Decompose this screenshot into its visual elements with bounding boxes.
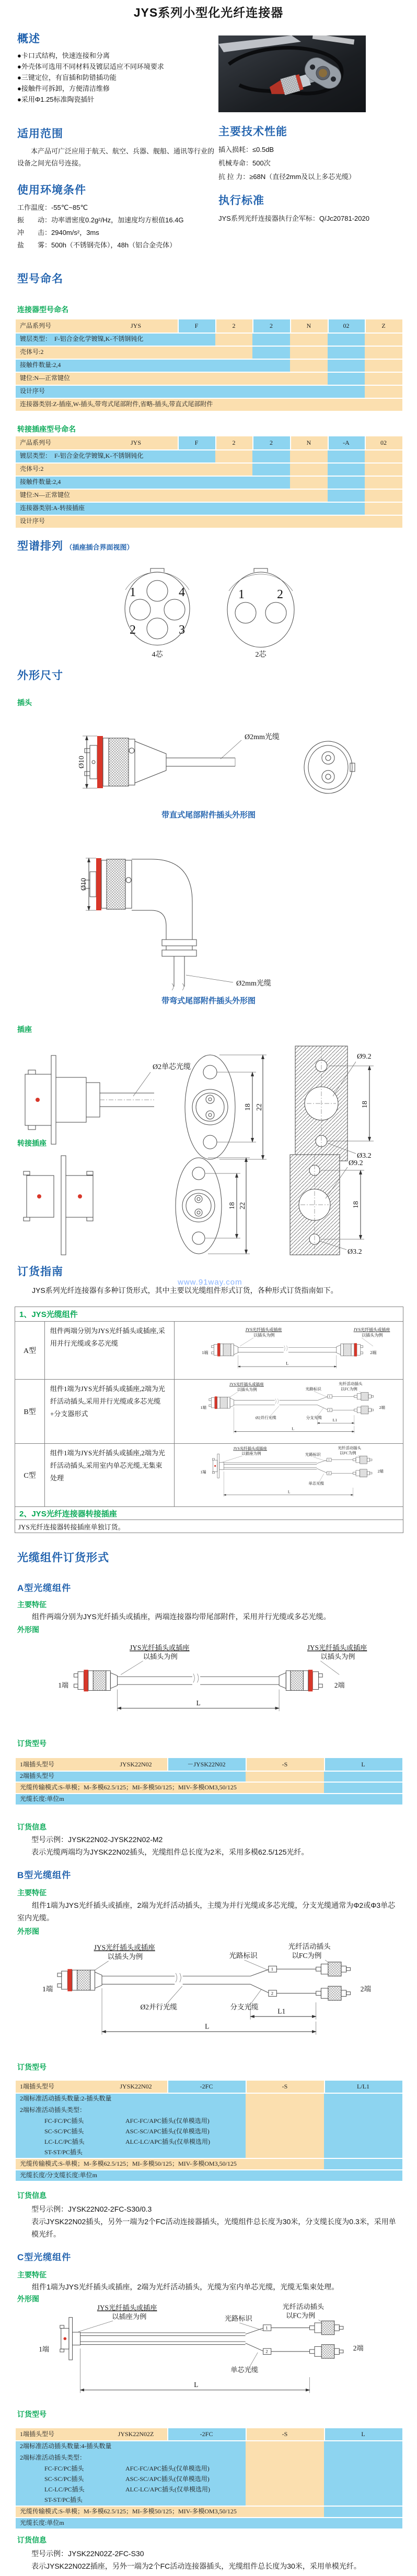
adapter-naming-subheading: 转接插座型号命名 — [17, 425, 76, 433]
table-row-a — [15, 1321, 403, 1379]
type-a-order-table — [16, 1758, 402, 1805]
guide-intro: JYS系列光纤连接器有多种订货形式，其中主要以光缆组件形式订货，各种形式订货指南如下。 — [32, 1286, 338, 1295]
order-model-heading: 订货型号 — [17, 1739, 47, 1748]
code-cell: 02 — [343, 322, 350, 329]
diagram-label: 以FC为例 — [340, 1386, 357, 1392]
series-label: 产品系列号 — [20, 439, 52, 446]
code-cell: L — [361, 1761, 365, 1768]
guide-table-section1: 1、JYS光缆组件 — [19, 1310, 78, 1319]
plug-type: AFC-FC/APC插头(仅单模选用) — [125, 2117, 210, 2124]
diagram-label: JYS光纤插头或插座 — [233, 1446, 267, 1451]
dim-label: L1 — [277, 2007, 286, 2015]
code-cell: L — [361, 2430, 365, 2438]
dim-label: 18 — [228, 1202, 236, 1209]
type-b-heading: B型光缆组件 — [17, 1870, 72, 1880]
overview-bullet: ●外壳体可选用不同材料及镀层适应不同环境要求 — [17, 63, 164, 70]
cable-label: Ø2mm光缆 — [245, 733, 280, 741]
environment-item: 盐 雾：500h（不锈钢壳体），48h（铝合金壳体） — [17, 241, 177, 249]
code-cell: 2 — [232, 322, 236, 329]
table-row-b — [15, 1379, 403, 1443]
code-cell: -S — [282, 2083, 288, 2090]
environment-item: 工作温度：-55℃~85℃ — [17, 204, 88, 211]
plug-type: LC-LC/PC插头 — [44, 2138, 85, 2145]
type-cell: A型 — [15, 1322, 45, 1379]
dim-label: Ø10 — [80, 877, 88, 891]
cable-assembly-a — [18, 1642, 384, 1721]
pin-number: 1 — [238, 588, 245, 601]
type-cell: C型 — [15, 1444, 45, 1506]
branch-id: 1 — [265, 2325, 268, 2331]
dim-label: 18 — [244, 1103, 252, 1111]
order-row: 2端标准活动插头数量:4-插头数量 — [20, 2442, 112, 2450]
order-row: 2端标准活动插头类型： — [20, 2454, 86, 2461]
order-model-heading: 订货型号 — [17, 2063, 47, 2071]
table-row-c — [15, 1443, 403, 1506]
order-info-heading: 订货信息 — [17, 2191, 47, 2200]
diagram-label: 以插座为例 — [112, 2312, 147, 2321]
forms-heading: 光缆组件订货形式 — [17, 1552, 109, 1564]
product-photo — [218, 35, 366, 112]
diagram-label: 以插头为例 — [253, 1333, 274, 1338]
overview-bullet: ●卡口式结构，快速连接和分离 — [17, 52, 110, 60]
face-caption: 2芯 — [255, 651, 267, 658]
naming-row: 键位:N—正常键位 — [20, 374, 71, 382]
diagram-label: 1端 — [200, 1405, 206, 1410]
order-info-heading: 订货信息 — [17, 1823, 47, 1831]
cable-assembly-c — [13, 2303, 379, 2407]
naming-row: 镀层类型： F-铝合金化学镀镍,K-不锈钢钝化 — [20, 452, 144, 459]
order-row: 光缆长度:单位m — [20, 1795, 64, 1802]
diagram-cell — [175, 1380, 403, 1443]
cable-assembly-b — [13, 1943, 387, 2049]
diagram-label: 2端 — [379, 1405, 385, 1410]
dim-label: Ø3.2 — [348, 1248, 362, 1256]
plug-type: ASC-SC/APC插头(仅单模选用) — [125, 2475, 210, 2483]
branch-id: 1 — [328, 1459, 330, 1462]
naming-row: 键位:N—正常键位 — [20, 491, 71, 498]
diagram-label: 以FC为例 — [286, 2311, 316, 2320]
code-cell: -A — [343, 439, 350, 446]
diagram-label: 光路标识 — [224, 2314, 252, 2323]
row1-label: 1端插头型号 — [20, 2430, 55, 2438]
type-c-example: 型号示例：JYSK22N02Z-2FC-S30 — [31, 2549, 144, 2558]
order-row: 2端标准活动插头类型： — [20, 2106, 86, 2114]
straight-plug-drawing — [0, 729, 417, 807]
dim-label: L — [194, 2380, 199, 2389]
pin-number: 1 — [130, 586, 136, 599]
diagram-label: 2端 — [377, 1469, 384, 1474]
plug-type: ASC-SC/APC插头(仅单模选用) — [125, 2128, 210, 2135]
dim-label: 22 — [239, 1202, 247, 1209]
diagram-label: 分支光缆 — [306, 1415, 322, 1420]
naming-row: 壳体号:2 — [20, 348, 44, 355]
order-row: 2端插头型号 — [20, 1772, 55, 1779]
diagram-label: 光纤活动插头 — [337, 1446, 361, 1451]
diagram-label: JYS光纤插头或插座 — [97, 2304, 157, 2312]
row1-value: JYSK22N02 — [120, 1761, 152, 1768]
code-cell: F — [194, 322, 199, 329]
type-b-order-table — [16, 2081, 402, 2181]
pin-number: 4 — [179, 586, 185, 599]
performance-heading: 主要技术性能 — [218, 126, 287, 138]
naming-heading: 型号命名 — [17, 273, 63, 285]
diagram-label: 以FC为例 — [292, 1952, 322, 1960]
straight-plug-caption: 带直式尾部附件插头外形图 — [161, 811, 256, 820]
overview-bullets — [17, 50, 217, 105]
order-row: 光缆传输模式:S-单模；M-多模62.5/125；MI-多模50/125；MIV-多模OM3,50/125 — [20, 1784, 237, 1791]
diagram-label: 以插头为例 — [320, 1653, 355, 1661]
dim-label: L — [205, 2022, 210, 2031]
diagram-label: Ø2并行光缆 — [140, 2003, 178, 2011]
plug-type: SC-SC/PC插头 — [44, 2475, 84, 2483]
plug-type: AFC-FC/APC插头(仅单模选用) — [125, 2465, 210, 2472]
diagram-label: 1端 — [42, 1985, 53, 1993]
row1-value: JYSK22N02 — [120, 2083, 152, 2090]
code-cell: 02 — [380, 439, 387, 446]
application-text: 本产品可广泛应用于航天、航空、兵器、舰船、通讯等行业的设备之间光信号连接。 — [17, 147, 215, 167]
diagram-label: JYS光纤插头或插座 — [94, 1943, 155, 1952]
diagram-label: 1端 — [58, 1681, 69, 1689]
diagram-label: 以FC为例 — [339, 1451, 356, 1455]
diagram-cell — [175, 1444, 403, 1506]
outline-heading: 外形图 — [17, 2295, 39, 2303]
diagram-label: 光路标识 — [229, 1952, 258, 1960]
code-cell: N — [306, 439, 311, 446]
order-row: 光缆长度/分支缆长度:单位m — [20, 2171, 98, 2179]
diagram-label: 2端 — [360, 1985, 372, 1993]
plug-type: ST-ST/PC插头 — [44, 2496, 83, 2503]
overview-bullet: ●接触件可拆卸，方便清洁维修 — [17, 85, 110, 92]
naming-row: 连接器类别:A-转接插座 — [20, 504, 85, 512]
performance-item: 机械寿命：500次 — [218, 159, 271, 167]
diagram-label: 以插头为例 — [107, 1952, 143, 1961]
diagram-label: JYS光纤插头或插座 — [130, 1644, 190, 1652]
connector-naming-subheading: 连接器型号命名 — [17, 305, 68, 314]
adapter-subheading: 转接插座 — [17, 1139, 47, 1147]
naming-row: 设计序号 — [20, 517, 45, 525]
row1-label: 1端插头型号 — [20, 2083, 55, 2090]
code-cell: －JYSK22N02 — [187, 1761, 226, 1768]
order-model-heading: 订货型号 — [17, 2410, 47, 2418]
diagram-label: JYS光纤插头或插座 — [353, 1327, 390, 1333]
plug-type: ALC-LC/APC插头(仅单模选用) — [125, 2486, 211, 2493]
branch-id: 2 — [265, 2348, 268, 2354]
type-a-features: 组件两端分别为JYS光纤插头或插座，两端连接器均带尾部附件，采用并行光缆或多芯光缆。 — [32, 1612, 331, 1621]
environment-item: 冲 击：2940m/s²，3ms — [17, 229, 99, 236]
diagram-label: 1端 — [200, 1469, 206, 1475]
diagram-label: 光纤活动插头 — [338, 1382, 363, 1386]
type-a-example: 型号示例：JYSK22N02-JYSK22N02-M2 — [31, 1835, 163, 1844]
code-cell: 2 — [270, 322, 273, 329]
cable-assembly-c-mini — [186, 1446, 392, 1504]
type-b-explain: 表示JYSK22N02插头，另外一端为2个FC活动连接器插头，光缆组件总长度为30米，分支缆长度为0.3米，采用单模光纤。 — [31, 2217, 396, 2238]
diagram-label: JYS光纤插头或插座 — [229, 1382, 264, 1387]
dim-label: 18 — [361, 1101, 369, 1108]
branch-id: 1 — [329, 1395, 330, 1398]
code-cell: -S — [282, 2430, 288, 2438]
branch-id: 1 — [271, 1966, 274, 1972]
diagram-label: 以插座为例 — [241, 1451, 261, 1456]
type-c-explain: 表示JYSK22N02Z插座，另外一端为2个FC活动连接器插头，光缆组件总长度为30米，采用单模光纤。 — [31, 2562, 361, 2570]
pin-number: 3 — [179, 623, 185, 637]
order-row: 2端标准活动插头数量:2-插头数量 — [20, 2095, 112, 2102]
type-b-features: 组件1端为JYS光纤插头或插座，2端为光纤活动插头，主缆为并行光缆或多芯光缆，分支光缆通常为Φ2或Φ3单芯室内光缆。 — [17, 1901, 396, 1922]
plug-type: SC-SC/PC插头 — [44, 2128, 84, 2135]
dim-label: 22 — [256, 1103, 263, 1111]
order-row: 光缆传输模式:S-单模；M-多模62.5/125；MI-多模50/125；MIV-多模OM3,50/125 — [20, 2160, 237, 2167]
code-cell: Z — [381, 322, 386, 329]
diagram-cell — [175, 1322, 403, 1379]
application-heading: 适用范围 — [17, 128, 63, 140]
cable-label: Ø2mm光缆 — [236, 980, 271, 988]
code-cell: N — [306, 322, 311, 329]
outline-heading: 外形图 — [17, 1927, 39, 1936]
type-a-explain: 表示光缆两端均为JYSK22N02插头，光缆组件总长度为2米，采用多模62.5/125光纤。 — [31, 1848, 309, 1856]
socket-subheading: 插座 — [17, 1025, 32, 1034]
environment-item: 振 动：功率谱密度0.2g²/Hz，加速度均方根值16.4G — [17, 216, 184, 224]
dim-label: Ø9.2 — [349, 1159, 363, 1167]
ordering-guide-table — [15, 1307, 403, 1533]
overview-heading: 概述 — [17, 33, 40, 45]
series-label: 产品系列号 — [20, 322, 52, 329]
features-heading: 主要特征 — [17, 1600, 47, 1609]
row1-label: 1端插头型号 — [20, 1761, 55, 1768]
plug-type: FC-FC/PC插头 — [44, 2117, 84, 2124]
naming-row: 壳体号:2 — [20, 465, 44, 472]
branch-id: 2 — [271, 1990, 274, 1996]
order-row: 光缆长度:单位m — [20, 2519, 64, 2526]
code-cell: 2 — [232, 439, 236, 446]
type-c-heading: C型光缆组件 — [17, 2252, 72, 2262]
pin-number: 2 — [130, 623, 136, 637]
order-info-heading: 订货信息 — [17, 2536, 47, 2544]
dim-label: L — [291, 1426, 294, 1431]
spectrum-heading-row — [17, 538, 133, 553]
diagram-label: 2端 — [369, 1350, 376, 1355]
dim-label: L1 — [332, 1418, 337, 1422]
naming-row: 镀层类型： F-铝合金化学镀镍,K-不锈钢钝化 — [20, 335, 144, 342]
dim-label: 18 — [352, 1201, 360, 1208]
diagram-label: 光路标识 — [305, 1386, 321, 1392]
overview-bullet: ●采用Φ1.25标准陶瓷插针 — [17, 96, 95, 103]
dim-label: Ø3.2 — [357, 1152, 372, 1160]
performance-item: 抗 拉 力：≥68N（直径2mm及以上多芯光缆） — [218, 173, 356, 181]
bend-plug-drawing — [0, 849, 417, 994]
series-value: JYS — [130, 439, 141, 446]
cable-assembly-b-mini — [184, 1382, 394, 1441]
environment-list — [17, 201, 218, 252]
naming-row: 接触件数量:2,4 — [20, 361, 61, 369]
pin-number: 2 — [277, 588, 283, 601]
branch-id: 2 — [328, 1472, 330, 1475]
bend-plug-caption: 带弯式尾部附件插头外形图 — [161, 996, 256, 1005]
diagram-label: Ø2并行光缆 — [255, 1415, 276, 1420]
type-a-heading: A型光缆组件 — [17, 1583, 72, 1593]
spectrum-heading-note: （插座插合界面视图） — [65, 543, 134, 551]
standard-text: JYS系列光纤连接器执行企军标：Q/Jc20781-2020 — [218, 215, 369, 222]
plug-subheading: 插头 — [17, 698, 32, 707]
diagram-label: JYS光纤插头或插座 — [307, 1644, 367, 1652]
plug-type: FC-FC/PC插头 — [44, 2465, 84, 2472]
features-heading: 主要特征 — [17, 2271, 47, 2279]
diagram-label: 光纤活动插头 — [288, 1943, 331, 1951]
adapter-drawing — [0, 1153, 417, 1260]
row1-value: JYSK22N02Z — [118, 2430, 154, 2438]
naming-row: 连接器类别:Z-插座,W-插头,带弯式尾部附件,省略-插头,带直式尾部附件 — [20, 400, 213, 408]
features-heading: 主要特征 — [17, 1889, 47, 1897]
diagram-label: 1端 — [201, 1350, 208, 1355]
desc-cell: 组件1端为JYS光纤插头或插座,2端为光纤活动插头,采用并行光缆或多芯光缆+分支器形式 — [45, 1380, 175, 1443]
plug-type: LC-LC/PC插头 — [44, 2486, 85, 2493]
performance-item: 插入损耗：≤0.5dB — [218, 146, 274, 153]
type-cell: B型 — [15, 1380, 45, 1443]
diagram-label: 单芯光缆 — [308, 1481, 324, 1486]
standard-heading: 执行标准 — [218, 195, 264, 207]
dim-label: L — [287, 1489, 290, 1494]
overview-bullet: ●三键定位，有盲插和防错插功能 — [17, 74, 117, 81]
dim-label: Ø10 — [78, 755, 86, 769]
code-cell: -S — [282, 1761, 288, 1768]
dim-label: L — [196, 1699, 201, 1707]
environment-heading: 使用环境条件 — [17, 184, 86, 196]
connector-naming-table — [16, 319, 402, 411]
code-cell: F — [194, 439, 199, 446]
dimensions-heading: 外形尺寸 — [17, 670, 63, 682]
type-b-example: 型号示例：JYSK22N02-2FC-S30/0.3 — [31, 2205, 152, 2213]
outline-heading: 外形图 — [17, 1625, 39, 1634]
diagram-label: JYS光纤插头或插座 — [245, 1327, 282, 1333]
page-title: JYS系列小型化光纤连接器 — [133, 6, 284, 19]
adapter-naming-table — [16, 436, 402, 528]
spectrum-face-views — [0, 565, 417, 658]
watermark: www.91way.com — [178, 1278, 242, 1287]
code-cell: -2FC — [200, 2083, 213, 2090]
naming-row: 设计序号 — [20, 387, 45, 395]
code-cell: 2 — [270, 439, 273, 446]
performance-list — [218, 143, 407, 184]
desc-cell: 组件1端为JYS光纤插头或插座,2端为光纤活动插头,采用室内单芯光缆,无集束处理 — [45, 1444, 175, 1506]
face-caption: 4芯 — [152, 651, 163, 658]
diagram-label: 分支光缆 — [230, 2003, 259, 2011]
diagram-label: 2端 — [353, 2344, 364, 2352]
dim-label: L — [285, 1361, 288, 1366]
code-cell: -2FC — [200, 2430, 213, 2438]
diagram-label: 以插头为例 — [361, 1333, 383, 1338]
diagram-label: 光纤活动插头 — [282, 2303, 324, 2311]
order-row: 光缆传输模式:S-单模；M-多模62.5/125；MI-多模50/125；MIV-多模OM3,50/125 — [20, 2508, 237, 2515]
guide-heading: 订货指南 — [17, 1266, 63, 1278]
diagram-label: 1端 — [39, 2345, 50, 2353]
type-c-order-table — [16, 2428, 402, 2528]
branch-id: 2 — [329, 1409, 330, 1412]
diagram-label: 光路标识 — [305, 1452, 321, 1457]
diagram-label: 以插头为例 — [237, 1387, 257, 1392]
diagram-label: 以插头为例 — [143, 1653, 178, 1661]
desc-cell: 组件两端分别为JYS光纤插头或插座,采用并行光缆或多芯光缆 — [45, 1322, 175, 1379]
cable-label: Ø2单芯光缆 — [153, 1063, 191, 1071]
diagram-label: 单芯光缆 — [230, 2366, 259, 2374]
guide-table-section2-note: JYS光纤连接器转接插座单独订货。 — [15, 1520, 403, 1533]
naming-row: 接触件数量:2,4 — [20, 478, 61, 485]
spectrum-heading: 型谱排列 — [17, 540, 63, 552]
cable-assembly-a-mini — [178, 1326, 400, 1374]
dim-label: Ø9.2 — [357, 1053, 372, 1061]
series-value: JYS — [130, 322, 141, 329]
guide-table-section2: 2、JYS光纤连接器转接插座 — [15, 1506, 403, 1520]
type-c-features: 组件1端为JYS光纤插头或插座，2端为光纤活动插头，光缆为室内单芯光缆，光缆无集束处理。 — [32, 2283, 339, 2291]
code-cell: L/L1 — [357, 2083, 369, 2090]
plug-type: ST-ST/PC插头 — [44, 2148, 83, 2156]
diagram-label: 2端 — [334, 1681, 345, 1689]
plug-type: ALC-LC/APC插头(仅单模选用) — [125, 2138, 211, 2145]
